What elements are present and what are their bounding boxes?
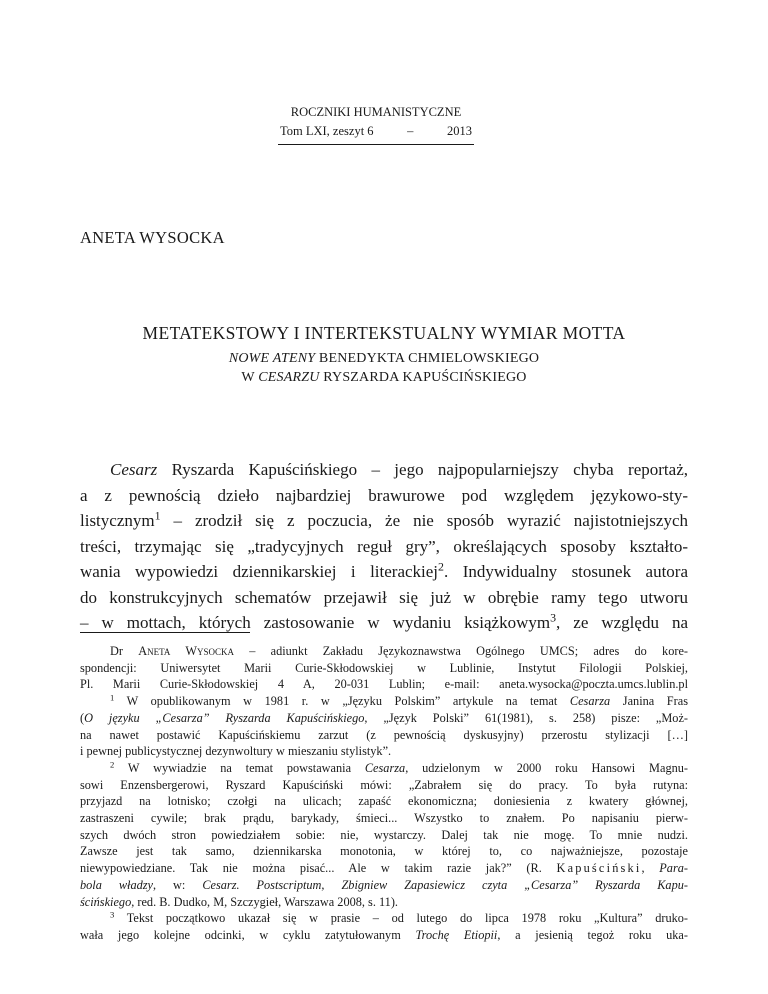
body-line-1	[80, 457, 688, 483]
title-subtitle-line-1	[80, 349, 688, 368]
journal-header	[278, 103, 474, 145]
note-text: , red. B. Dudko, M, Szczygieł, Warszawa 2008, s. 11).	[131, 894, 398, 909]
footnote-2-line-2: sowi Enzensbergerowi, Ryszard Kapuściński mówi: „Zabrałem się do pracy. To była rutyna:	[80, 777, 688, 792]
body-line-2: a z pewnością dzieło najbardziej brawurowe pod względem językowo-sty-	[80, 485, 688, 505]
note-text: – adiunkt Zakładu Językoznawstwa Ogólnego UMCS; adres do kore-	[234, 644, 688, 658]
footnote-2-line-4: zastraszeni cywile; brak prądu, barykady, śmieci... Wszystko to znałem. Po napisaniu pierw-	[80, 811, 688, 826]
body-line-6: do konstrukcyjnych schematów przejawił się już w obrębie ramy tego utworu	[80, 587, 688, 607]
article-title	[80, 322, 688, 387]
footnote-number-2: 2	[110, 759, 115, 770]
title-line3-text: RYSZARDA KAPUŚCIŃSKIEGO	[319, 370, 527, 385]
footnote-2-line-1	[80, 760, 688, 777]
note-text: , a jesienią tegoż roku uka-	[497, 927, 688, 942]
title-italic-cesarzu: CESARZU	[258, 370, 320, 385]
journal-name: ROCZNIKI HUMANISTYCZNE	[290, 105, 462, 119]
footnote-1-line-1	[80, 693, 688, 710]
note-text: W wywiadzie na temat powstawania	[114, 760, 365, 775]
journal-dash: –	[407, 124, 414, 138]
body-line-5	[80, 559, 688, 585]
body-text: – w mottach, których zastosowanie w wydaniu książkowym	[80, 613, 551, 632]
footnote-ref-1[interactable]: 1	[154, 508, 161, 523]
note-text: , „Język Polski” 61(1981), s. 258) pisze: „Moż-	[364, 710, 689, 725]
footnotes	[80, 643, 688, 944]
body-text: – zrodził się z poczucia, że nie sposób wyrazić najistotniejszych	[160, 511, 688, 530]
footnote-2-line-7	[80, 860, 688, 877]
author-name: ANETA WYSOCKA	[80, 228, 225, 247]
journal-rule	[278, 144, 474, 145]
footnote-1-line-3: na nawet postawić Kapuścińskiemu zarzut (z pewnością dyskusyjny) przerostu stylizacji […]	[80, 727, 688, 742]
footnote-number-1: 1	[110, 692, 115, 703]
affiliation-line-3: Pl. Marii Curie-Skłodowskiej 4 A, 20-031 Lublin; e-mail: aneta.wysocka@poczta.umcs.lublin.pl	[80, 677, 688, 692]
footnote-ref-3[interactable]: 3	[550, 610, 557, 625]
affiliation-line-2: spondencji: Uniwersytet Marii Curie-Skłodowskiej w Lublinie, Instytut Filologii Polskiej,	[80, 660, 688, 675]
note-italic: O języku „Cesarza” Ryszarda Kapuścińskiego	[84, 710, 365, 725]
note-text: (	[80, 710, 85, 725]
note-text: Dr	[110, 644, 139, 658]
note-text: Tekst początkowo ukazał się w prasie – od lutego do lipca 1978 roku „Kultura” druko-	[114, 911, 688, 926]
note-text: niewypowiedziane. Tak nie można pisać... Ale w takim razie jak?” (R.	[80, 861, 557, 876]
note-italic: Cesarz. Postscriptum, Zbigniew Zapasiewicz czyta „Cesarza” Ryszarda Kapu-	[202, 877, 688, 892]
body-text: . Indywidualny stosunek autora	[443, 562, 688, 581]
note-text: , w:	[153, 877, 203, 892]
note-spaced-author: Kapuściński	[556, 861, 642, 876]
title-main: METATEKSTOWY I INTERTEKSTUALNY WYMIAR MOTTA	[142, 323, 626, 343]
journal-volume: Tom LXI, zeszyt 6	[280, 124, 374, 138]
note-text: ,	[641, 861, 660, 876]
affiliation-line-1	[80, 643, 688, 660]
body-text: , ze względu na	[556, 613, 688, 632]
title-line2-text: BENEDYKTA CHMIELOWSKIEGO	[315, 351, 540, 366]
body-line-4: treści, trzymając się „tradycyjnych reguł gry”, określających sposoby kształto-	[80, 536, 688, 556]
note-italic: Para-	[659, 861, 688, 876]
note-text: , udzielonym w 2000 roku Hansowi Magnu-	[405, 760, 688, 775]
footnote-separator	[80, 632, 250, 633]
note-italic: Cesarza	[364, 760, 406, 775]
note-text: Janina Fras	[610, 694, 688, 709]
footnote-2-line-8	[80, 877, 688, 894]
footnote-2-line-5: szych dwóch stron powiedziałem sobie: nie, wystarczy. Dalej tak nie mogę. To mnie nudzi.	[80, 827, 688, 842]
body-text: Ryszarda Kapuścińskiego – jego najpopularniejszy chyba reportaż,	[157, 460, 688, 479]
footnote-1-line-4: i pewnej publicystycznej dezynwoltury w mieszaniu stylistyk”.	[80, 744, 392, 759]
body-line-3	[80, 508, 688, 534]
note-italic: Trochę Etiopii	[415, 927, 498, 942]
footnote-1-line-2	[80, 710, 688, 727]
note-italic: bola władzy	[80, 877, 153, 892]
footnote-number-3: 3	[110, 909, 115, 920]
footnote-2-line-9	[80, 894, 688, 911]
footnote-2-line-3: przyjazd na lotnisko; czołgi na ulicach; zapaść ekonomiczna; doniesienia z kwatery głównej,	[80, 794, 688, 809]
footnote-2-line-6: Zawsze jest tak samo, dziennikarska monotonia, w której to, co najważniejsze, pozostaje	[80, 844, 688, 859]
body-text: listycznym	[80, 511, 155, 530]
note-text: W opublikowanym w 1981 r. w „Języku Polskim” artykule na temat	[114, 694, 570, 709]
journal-year: 2013	[446, 124, 472, 138]
note-italic: Cesarza	[569, 694, 611, 709]
body-paragraph	[80, 457, 688, 636]
note-italic: ścińskiego	[80, 894, 132, 909]
body-italic-cesarz: Cesarz	[110, 460, 158, 479]
footnote-ref-2[interactable]: 2	[438, 559, 444, 574]
footnote-3-line-2	[80, 927, 688, 944]
title-italic-nowe-ateny: NOWE ATENY	[228, 351, 316, 366]
title-subtitle-line-2	[80, 368, 688, 387]
note-text: wała jego kolejne odcinki, w cyklu zatytułowanym	[80, 927, 416, 942]
journal-issue-line	[278, 122, 474, 141]
affiliation-author: Aneta Wysocka	[138, 644, 234, 658]
body-text: wania wypowiedzi dziennikarskiej i literackiej	[80, 562, 439, 581]
title-line3-pre: W	[241, 370, 259, 385]
footnote-3-line-1	[80, 910, 688, 927]
